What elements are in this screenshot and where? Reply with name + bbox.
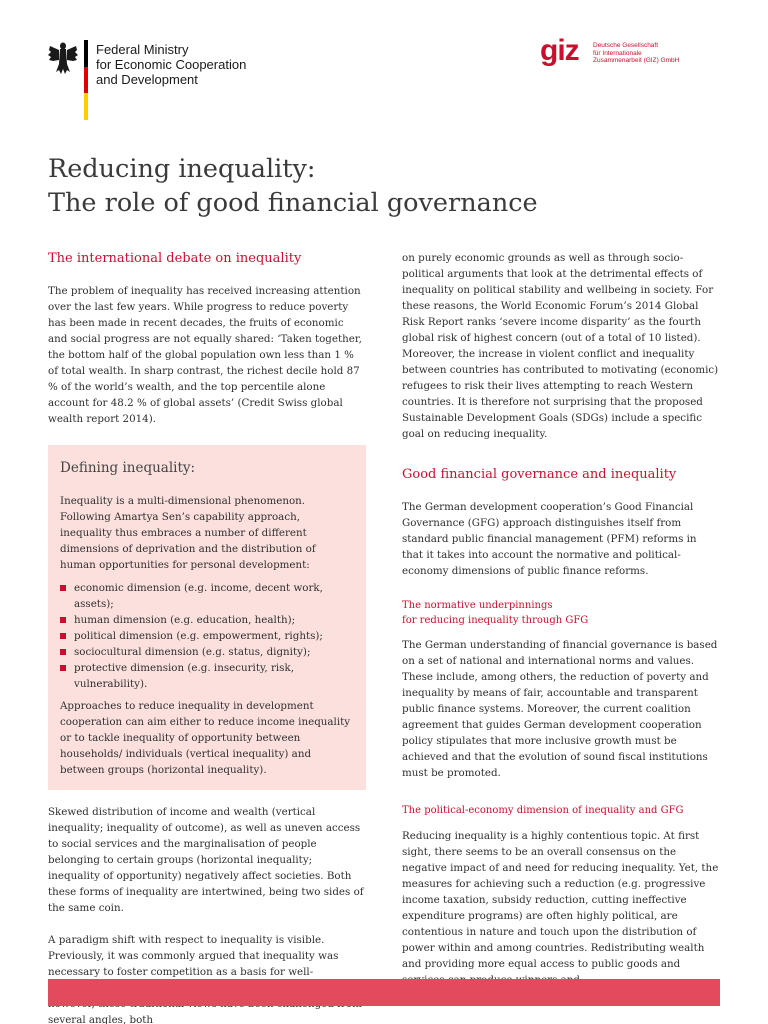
flag-black-band — [84, 40, 88, 67]
giz-subtitle — [593, 42, 679, 65]
box-title: Defining inequality: — [60, 460, 196, 476]
box-outro: Approaches to reduce inequality in development cooperation can aim either to reduce income inequality or to tackle inequality of opportunity between households/ individuals (vertical inequality) and between groups (horizontal inequality). — [60, 700, 351, 776]
box-intro: Inequality is a multi-dimensional phenomenon. Following Amartya Sen’s capability approach, inequality thus embraces a number of different dimensions of deprivation and the distribution of human opportunities for personal development: — [60, 495, 316, 571]
title-line-1: Reducing inequality: — [48, 154, 316, 184]
list-item-text: sociocultural dimension (e.g. status, dignity); — [74, 646, 311, 658]
paragraph: Reducing inequality is a highly contentious topic. At first sight, there seems to be an overall consensus on the negative impact of and need for reducing inequality. Yet, the measures for achieving such a reduction (e.g. progressive income taxation, subsidy reduction, cutting ineffective expenditure programs) are often highly political, are contentious in nature and touch upon the distribution of power within and among countries. Redistributing wealth and providing more equal access to public goods and — [402, 830, 719, 970]
defining-inequality-box — [48, 445, 366, 790]
paragraph: on purely economic grounds as well as through socio-political arguments that look at the detrimental effects of inequality on political stability and wellbeing in society. For these reasons, the World Economic Forum’s 2014 Global Risk Report ranks ‘severe income disparity’ as the fourth global risk of highest concern (out of a total of 10 listed). Moreover, the increase in violent conflict and inequality between countries has contributed to motivating (economic) refugees to risk their lives attempting to reach Western countries. It is therefore not surprising that the proposed Sustainable Development Goals (SDGs) include a specific goal on reducing inequality. — [402, 252, 719, 440]
page-title — [48, 152, 708, 220]
bullet-square-icon — [60, 585, 66, 591]
left-column — [48, 250, 366, 1024]
ministry-name — [96, 42, 246, 87]
paragraph: The German understanding of financial governance is based on a set of national and international norms and values. These include, among others, the reduction of poverty and inequality by means of fair, accountable and transparent public finance systems. Moreover, the current coalition agreement that guides German development cooperation policy stipulates that more inclusive growth must be achieved and that the evolution of sound fiscal institutions must be promoted. — [402, 639, 718, 779]
bullet-square-icon — [60, 649, 66, 655]
section-heading-good-financial-governance: Good financial governance and inequality — [402, 467, 677, 482]
paragraph: Skewed distribution of income and wealth (vertical inequality; inequality of outcome), as well as uneven access to social services and the marginalisation of people belonging to certain groups (horizontal inequality; inequality of opportunity) negatively affect societies. Both these forms of inequality are intertwined, being two sides of the same coin. — [48, 806, 364, 914]
list-item-text: human dimension (e.g. education, health); — [74, 614, 296, 626]
list-item — [60, 628, 354, 644]
paragraph: The problem of inequality has received increasing attention over the last few years. While progress to reduce poverty has been made in recent decades, the fruits of economic and social progress are not equally shared: ‘Taken together, the bottom half of the global population own less than 1 % of total wealth. In sharp contrast, the richest decile hold 87 % of the world’s wealth, and the top percentile alone account for 48.2 % of global assets’ (Credit Swiss global wealth report 2014). — [48, 285, 362, 425]
giz-subtitle-line: Deutsche Gesellschaft — [593, 42, 659, 49]
subheading-line: for reducing inequality through GFG — [402, 615, 589, 626]
giz-logo: giz — [540, 34, 579, 67]
ministry-line: Federal Ministry — [96, 42, 189, 57]
list-item — [60, 644, 354, 660]
flag-gold-band — [84, 93, 88, 120]
page-header — [0, 0, 768, 120]
bullet-square-icon — [60, 617, 66, 623]
list-item — [60, 580, 354, 612]
list-item-text: political dimension (e.g. empowerment, rights); — [74, 630, 323, 642]
list-item-text: protective dimension (e.g. insecurity, risk, vulnerability). — [74, 662, 294, 690]
german-flag-stripe — [84, 40, 88, 120]
flag-red-band — [84, 67, 88, 94]
right-column — [402, 250, 720, 988]
bullet-square-icon — [60, 633, 66, 639]
list-item — [60, 660, 354, 692]
bullet-square-icon — [60, 665, 66, 671]
footer-bar — [48, 979, 720, 1006]
subheading-normative-underpinnings — [402, 598, 720, 628]
title-line-2: The role of good financial governance — [48, 188, 538, 218]
ministry-line: for Economic Cooperation — [96, 57, 247, 72]
list-item-text: economic dimension (e.g. income, decent work, assets); — [74, 582, 323, 610]
federal-eagle-icon — [48, 40, 78, 76]
subheading-line: The normative underpinnings — [402, 600, 553, 611]
subheading-political-economy: The political-economy dimension of inequality and GFG — [402, 805, 684, 816]
paragraph: The German development cooperation’s Good Financial Governance (GFG) approach distinguishes itself from standard public financial management (PFM) reforms in that it takes into account the normative and political-economy dimensions of public finance reforms. — [402, 501, 697, 577]
paragraph: A paradigm shift with respect to inequality is visible. Previously, it was commonly argued that inequality was necessary to foster competition as a basis for well- several angles, both — [48, 934, 339, 1024]
ministry-line: and Development — [96, 72, 198, 87]
dimension-list — [60, 580, 354, 692]
giz-subtitle-line: für Internationale — [593, 49, 642, 57]
giz-subtitle-line: Zusammenarbeit (GIZ) GmbH — [593, 57, 680, 64]
section-heading-international-debate: The international debate on inequality — [48, 251, 302, 266]
list-item — [60, 612, 354, 628]
